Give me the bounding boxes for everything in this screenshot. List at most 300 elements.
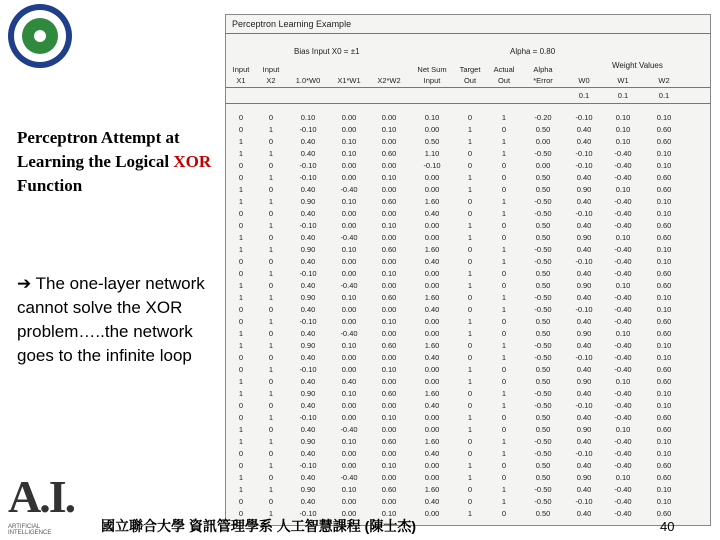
table-cell: 0: [238, 461, 244, 470]
table-cell: 0.00: [535, 137, 551, 146]
table-cell: 0.10: [381, 221, 397, 230]
table-cell: 0.50: [535, 185, 551, 194]
table-cell: 1: [467, 125, 473, 134]
table-cell: 0.60: [381, 341, 397, 350]
table-cell: 0.90: [300, 389, 316, 398]
table-cell: 0: [467, 341, 473, 350]
table-cell: 0.00: [341, 497, 357, 506]
table-cell: 0: [268, 329, 274, 338]
table-cell: -0.10: [299, 509, 317, 518]
table-cell: 0.40: [424, 401, 440, 410]
table-cell: 0: [501, 125, 507, 134]
table-cell: 0.50: [535, 461, 551, 470]
table-cell: 0.50: [424, 137, 440, 146]
table-cell: -0.40: [614, 305, 632, 314]
table-cell: -0.40: [614, 389, 632, 398]
table-cell: 1: [268, 437, 274, 446]
table-cell: 0.40: [300, 401, 316, 410]
table-cell: 0.60: [656, 377, 672, 386]
table-cell: 0.40: [300, 209, 316, 218]
table-cell: 0.00: [341, 509, 357, 518]
page-number: 40: [660, 519, 675, 534]
table-cell: -0.50: [534, 401, 552, 410]
table-cell: 0.40: [300, 497, 316, 506]
header-divider: [226, 87, 710, 88]
table-cell: 0.10: [656, 449, 672, 458]
table-cell: -0.40: [614, 257, 632, 266]
table-cell: 0.00: [381, 185, 397, 194]
table-cell: -0.50: [534, 293, 552, 302]
table-cell: 0.00: [381, 137, 397, 146]
table-cell: 0.60: [656, 329, 672, 338]
table-cell: 0: [467, 209, 473, 218]
table-cell: 1: [238, 341, 244, 350]
table-cell: 0: [238, 401, 244, 410]
table-cell: 1.60: [424, 293, 440, 302]
table-cell: 1: [467, 413, 473, 422]
table-cell: 0.00: [381, 473, 397, 482]
header-cell: X1*W1: [337, 76, 361, 85]
table-cell: 0.10: [381, 461, 397, 470]
table-cell: -0.40: [614, 485, 632, 494]
table-cell: 1: [467, 185, 473, 194]
header-cell: Input: [423, 76, 441, 85]
table-cell: 1: [501, 449, 507, 458]
table-cell: 0: [467, 437, 473, 446]
table-cell: 1: [501, 149, 507, 158]
table-cell: 0.40: [576, 413, 592, 422]
table-cell: 0.00: [341, 317, 357, 326]
table-cell: 0.10: [341, 485, 357, 494]
header-cell: Input: [232, 65, 250, 74]
table-cell: 0.10: [341, 389, 357, 398]
arrow-icon: ➔: [17, 274, 32, 293]
table-cell: 0: [268, 425, 274, 434]
table-cell: -0.10: [299, 161, 317, 170]
table-cell: 0.00: [424, 425, 440, 434]
table-cell: -0.40: [614, 353, 632, 362]
table-cell: 0.60: [656, 317, 672, 326]
table-cell: 0.00: [341, 305, 357, 314]
table-cell: -0.40: [340, 185, 358, 194]
table-cell: 1.10: [424, 149, 440, 158]
table-cell: -0.10: [575, 161, 593, 170]
table-cell: 0.10: [615, 137, 631, 146]
table-cell: 1.60: [424, 197, 440, 206]
table-cell: 0.10: [341, 341, 357, 350]
table-cell: 0: [238, 161, 244, 170]
table-cell: 0: [467, 293, 473, 302]
table-cell: -0.40: [614, 449, 632, 458]
table-cell: -0.40: [614, 461, 632, 470]
table-cell: 0.40: [576, 365, 592, 374]
table-cell: 1: [501, 257, 507, 266]
table-cell: 0.10: [381, 269, 397, 278]
table-cell: 1: [268, 149, 274, 158]
footer-text: 國立聯合大學 資訊管理學系 人工智慧課程 (陳士杰): [101, 518, 416, 534]
table-cell: 0.60: [656, 125, 672, 134]
table-cell: 0.00: [341, 113, 357, 122]
table-cell: 0.60: [656, 413, 672, 422]
table-cell: 0.40: [576, 221, 592, 230]
table-cell: 0: [238, 353, 244, 362]
table-cell: 0.40: [300, 305, 316, 314]
table-cell: 1: [238, 389, 244, 398]
header-cell: X2*W2: [377, 76, 401, 85]
table-cell: 0.10: [656, 209, 672, 218]
table-cell: -0.50: [534, 197, 552, 206]
table-cell: -0.50: [534, 437, 552, 446]
table-cell: 0.40: [424, 497, 440, 506]
table-cell: 0: [501, 329, 507, 338]
table-cell: 0.10: [615, 281, 631, 290]
table-cell: 0.50: [535, 281, 551, 290]
table-cell: 0.40: [300, 233, 316, 242]
table-cell: 1: [467, 461, 473, 470]
table-cell: -0.40: [340, 329, 358, 338]
table-cell: 0: [467, 113, 473, 122]
table-cell: 1: [467, 281, 473, 290]
table-cell: 0.10: [381, 125, 397, 134]
table-cell: 0.00: [424, 269, 440, 278]
table-cell: 1: [268, 197, 274, 206]
table-cell: 0.40: [300, 137, 316, 146]
table-cell: 0: [268, 353, 274, 362]
table-cell: 0.60: [381, 245, 397, 254]
table-cell: 0: [238, 113, 244, 122]
table-cell: 1: [268, 293, 274, 302]
table-cell: 0.00: [535, 161, 551, 170]
table-cell: 0: [501, 377, 507, 386]
table-cell: 0.60: [381, 389, 397, 398]
table-cell: 0: [238, 305, 244, 314]
table-cell: -0.10: [423, 161, 441, 170]
table-cell: 0: [268, 185, 274, 194]
table-cell: -0.40: [614, 509, 632, 518]
table-cell: 0.50: [535, 269, 551, 278]
table-cell: 0.00: [381, 425, 397, 434]
table-cell: 1: [268, 317, 274, 326]
table-cell: 1: [238, 233, 244, 242]
table-cell: 0.00: [424, 413, 440, 422]
table-cell: 0: [268, 377, 274, 386]
table-cell: 0.40: [300, 329, 316, 338]
table-cell: -0.10: [299, 461, 317, 470]
ai-logo: [4, 470, 84, 538]
table-cell: 1: [467, 269, 473, 278]
table-cell: -0.40: [614, 173, 632, 182]
table-cell: 0.40: [576, 341, 592, 350]
table-cell: 0: [238, 317, 244, 326]
table-cell: 1: [238, 329, 244, 338]
table-cell: 0: [467, 353, 473, 362]
table-cell: 1: [238, 137, 244, 146]
table-cell: 0.60: [381, 197, 397, 206]
table-cell: 0: [268, 497, 274, 506]
table-cell: 0.50: [535, 377, 551, 386]
table-cell: -0.40: [614, 209, 632, 218]
table-cell: 1: [467, 221, 473, 230]
table-cell: 0.40: [576, 437, 592, 446]
table-cell: 0.10: [381, 173, 397, 182]
table-cell: 0.00: [381, 305, 397, 314]
table-cell: 0.40: [341, 377, 357, 386]
ai-logo-subtitle: ARTIFICIAL INTELLIGENCE: [8, 524, 52, 536]
table-cell: 0.00: [341, 161, 357, 170]
table-cell: 0.10: [656, 293, 672, 302]
table-cell: 0: [268, 305, 274, 314]
table-cell: 0.10: [656, 305, 672, 314]
initial-weight-cell: 0.1: [658, 91, 670, 100]
table-cell: 0.00: [424, 329, 440, 338]
table-cell: 0.50: [535, 413, 551, 422]
table-cell: 0.00: [424, 233, 440, 242]
table-cell: 0.00: [341, 209, 357, 218]
initial-weight-cell: 0.1: [617, 91, 629, 100]
table-cell: 0.90: [300, 485, 316, 494]
table-cell: 0.00: [381, 377, 397, 386]
table-cell: 1: [467, 233, 473, 242]
table-cell: 0.40: [424, 353, 440, 362]
table-cell: 1: [268, 461, 274, 470]
table-cell: -0.10: [299, 365, 317, 374]
table-cell: 1: [268, 221, 274, 230]
table-cell: 0.00: [341, 173, 357, 182]
table-cell: 0: [467, 161, 473, 170]
table-cell: 1: [268, 389, 274, 398]
header-cell: X2: [266, 76, 276, 85]
table-cell: 0: [501, 161, 507, 170]
table-cell: 0: [268, 473, 274, 482]
table-cell: 0: [238, 413, 244, 422]
table-cell: 0.10: [615, 377, 631, 386]
table-cell: 1: [268, 245, 274, 254]
weight-values-label: Weight Values: [612, 61, 663, 70]
table-cell: -0.10: [575, 113, 593, 122]
table-cell: -0.40: [614, 245, 632, 254]
table-cell: 0.40: [424, 305, 440, 314]
table-cell: -0.40: [340, 473, 358, 482]
header-cell: Actual: [493, 65, 515, 74]
table-cell: 0.10: [656, 437, 672, 446]
table-cell: -0.10: [575, 257, 593, 266]
table-cell: 1.60: [424, 437, 440, 446]
table-cell: 0: [501, 365, 507, 374]
table-cell: -0.10: [575, 149, 593, 158]
table-cell: 0.40: [300, 185, 316, 194]
table-cell: 0.50: [535, 329, 551, 338]
table-cell: 0.00: [341, 413, 357, 422]
table-cell: 0.10: [615, 185, 631, 194]
table-cell: 0.90: [576, 233, 592, 242]
title-part2: Function: [17, 176, 83, 195]
table-cell: 1: [467, 317, 473, 326]
table-cell: 0.00: [341, 353, 357, 362]
header-cell: Net Sum: [417, 65, 447, 74]
table-cell: 0: [501, 425, 507, 434]
table-cell: 0.10: [381, 317, 397, 326]
table-cell: 0: [268, 161, 274, 170]
table-cell: 0.10: [656, 113, 672, 122]
table-cell: 0: [238, 221, 244, 230]
table-cell: 0: [238, 209, 244, 218]
table-cell: 1: [238, 485, 244, 494]
table-cell: 1.60: [424, 485, 440, 494]
table-cell: 0.40: [300, 353, 316, 362]
header-cell: 1.0*W0: [295, 76, 321, 85]
table-cell: 1: [501, 305, 507, 314]
table-cell: 1: [501, 497, 507, 506]
table-cell: 0: [238, 269, 244, 278]
table-cell: 0.00: [381, 497, 397, 506]
table-cell: 0.10: [656, 161, 672, 170]
table-cell: 1: [467, 137, 473, 146]
table-cell: 0: [501, 317, 507, 326]
header-cell: Out: [463, 76, 477, 85]
table-cell: -0.40: [340, 233, 358, 242]
table-cell: 1: [467, 365, 473, 374]
table-cell: 0.10: [300, 113, 316, 122]
table-cell: -0.10: [575, 305, 593, 314]
table-cell: 0: [268, 401, 274, 410]
table-cell: 0.10: [341, 245, 357, 254]
table-cell: 0: [467, 401, 473, 410]
table-cell: 0.10: [615, 125, 631, 134]
header-cell: Out: [497, 76, 511, 85]
perceptron-table-image: [225, 14, 711, 526]
bullet-text: The one-layer network cannot solve the XOR problem…..the network goes to the infinite loop: [17, 274, 205, 365]
table-cell: 0.10: [656, 257, 672, 266]
table-cell: 0.90: [576, 377, 592, 386]
table-cell: 1: [501, 197, 507, 206]
table-cell: 0.60: [656, 461, 672, 470]
table-cell: 0.00: [424, 125, 440, 134]
table-cell: 0.90: [300, 197, 316, 206]
table-cell: 0.60: [656, 365, 672, 374]
table-cell: 0: [501, 461, 507, 470]
table-cell: 0.40: [576, 125, 592, 134]
table-cell: -0.50: [534, 485, 552, 494]
table-cell: 0: [467, 485, 473, 494]
table-cell: -0.40: [614, 401, 632, 410]
table-cell: 1: [501, 341, 507, 350]
table-cell: 0.00: [381, 233, 397, 242]
table-cell: 0: [467, 305, 473, 314]
table-cell: 1: [501, 353, 507, 362]
table-cell: 1: [501, 437, 507, 446]
table-cell: 0.00: [424, 281, 440, 290]
table-cell: 0.60: [381, 437, 397, 446]
table-cell: 0.00: [381, 113, 397, 122]
table-cell: 0.10: [656, 353, 672, 362]
table-cell: 0.60: [656, 509, 672, 518]
table-cell: 1: [238, 197, 244, 206]
table-cell: 0.00: [424, 173, 440, 182]
table-cell: 0.10: [656, 497, 672, 506]
table-cell: 0.10: [615, 329, 631, 338]
table-cell: 0: [268, 209, 274, 218]
table-cell: 0.90: [576, 185, 592, 194]
table-cell: 0.50: [535, 317, 551, 326]
table-cell: 1: [268, 125, 274, 134]
table-cell: 0: [467, 497, 473, 506]
table-cell: 0.40: [300, 281, 316, 290]
table-cell: 0.40: [576, 317, 592, 326]
table-cell: 0.00: [424, 185, 440, 194]
table-cell: 0: [268, 281, 274, 290]
table-cell: 0.10: [656, 401, 672, 410]
table-cell: -0.20: [534, 113, 552, 122]
table-cell: -0.10: [299, 173, 317, 182]
table-cell: 1: [467, 425, 473, 434]
table-cell: 1: [501, 389, 507, 398]
table-cell: 0.40: [576, 485, 592, 494]
table-cell: 1: [238, 245, 244, 254]
table-divider: [226, 33, 710, 34]
table-cell: 0.90: [300, 293, 316, 302]
table-cell: -0.40: [340, 425, 358, 434]
table-cell: 0.00: [341, 269, 357, 278]
table-cell: 0.10: [656, 341, 672, 350]
header-cell: Target: [459, 65, 481, 74]
table-cell: -0.10: [299, 413, 317, 422]
table-cell: 0.60: [656, 233, 672, 242]
table-cell: 1.60: [424, 245, 440, 254]
table-cell: 0.90: [300, 341, 316, 350]
table-cell: 1: [467, 377, 473, 386]
table-cell: 0.40: [576, 245, 592, 254]
table-cell: 0: [467, 245, 473, 254]
table-cell: 0.40: [424, 449, 440, 458]
table-cell: 0: [268, 137, 274, 146]
table-cell: 1: [268, 269, 274, 278]
header-cell: W0: [578, 76, 590, 85]
table-cell: 0.60: [656, 137, 672, 146]
table-cell: 1: [238, 377, 244, 386]
table-cell: 0.50: [535, 221, 551, 230]
table-cell: 1: [467, 329, 473, 338]
table-cell: 0.10: [424, 113, 440, 122]
table-cell: 1: [238, 185, 244, 194]
table-cell: -0.40: [614, 437, 632, 446]
table-cell: 0: [238, 125, 244, 134]
table-cell: 0: [268, 257, 274, 266]
table-cell: 0: [501, 221, 507, 230]
ai-logo-text: A.I.: [8, 471, 75, 522]
table-cell: 0.00: [424, 317, 440, 326]
table-cell: 0.50: [535, 425, 551, 434]
table-cell: 0.00: [381, 161, 397, 170]
table-cell: -0.50: [534, 149, 552, 158]
table-cell: 0.90: [576, 329, 592, 338]
table-cell: -0.50: [534, 497, 552, 506]
table-cell: 1: [238, 149, 244, 158]
table-cell: 1: [268, 341, 274, 350]
table-cell: 0.90: [300, 437, 316, 446]
table-cell: 1: [501, 293, 507, 302]
table-cell: 0.60: [381, 149, 397, 158]
table-cell: 0.90: [576, 281, 592, 290]
bullet-point: [17, 272, 217, 368]
table-cell: 0.60: [656, 425, 672, 434]
table-cell: 0.50: [535, 473, 551, 482]
table-cell: 1: [467, 473, 473, 482]
body-divider: [226, 103, 710, 104]
table-cell: 0.00: [381, 401, 397, 410]
table-cell: 0: [501, 413, 507, 422]
table-cell: -0.50: [534, 209, 552, 218]
table-cell: -0.40: [614, 149, 632, 158]
